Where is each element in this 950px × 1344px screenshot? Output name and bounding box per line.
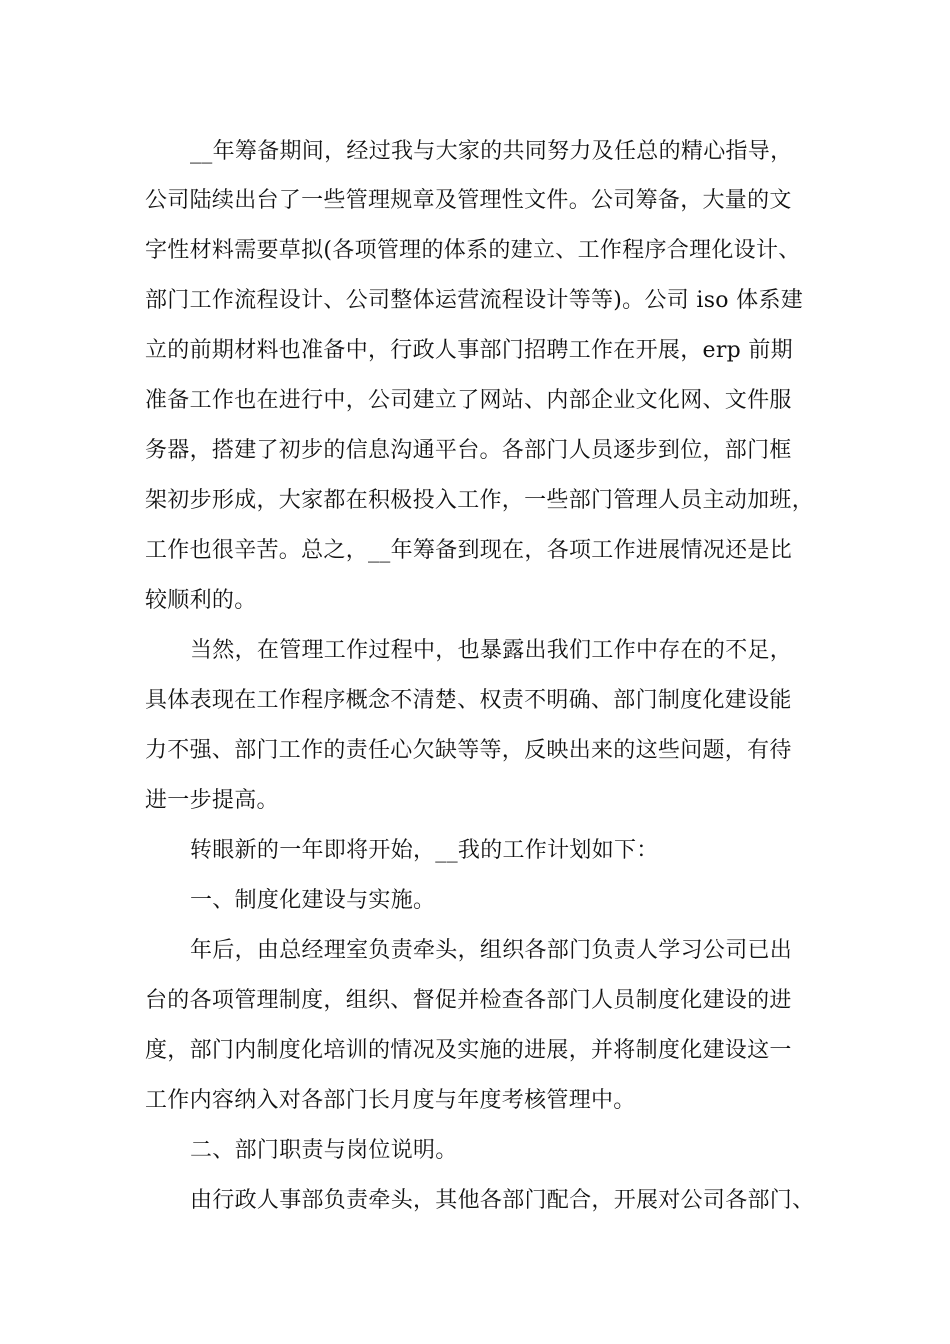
paragraph-1-line-2: 公司陆续出台了一些管理规章及管理性文件。公司筹备，大量的文 [145,188,792,213]
paragraph-4-line-2: 台的各项管理制度，组织、督促并检查各部门人员制度化建设的进 [145,988,792,1013]
paragraph-1-line-10: 较顺利的。 [145,588,257,613]
paragraph-1-line-4: 部门工作流程设计、公司整体运营流程设计等等)。公司 iso 体系建 [145,288,804,313]
paragraph-2-line-3: 力不强、部门工作的责任心欠缺等等，反映出来的这些问题，有待 [145,738,792,763]
paragraph-2-line-2: 具体表现在工作程序概念不清楚、权责不明确、部门制度化建设能 [145,688,792,713]
paragraph-3-line-1: 转眼新的一年即将开始，__我的工作计划如下： [190,838,659,863]
paragraph-4-line-3: 度，部门内制度化培训的情况及实施的进展，并将制度化建设这一 [145,1038,792,1063]
paragraph-1-line-6: 准备工作也在进行中，公司建立了网站、内部企业文化网、文件服 [145,388,792,413]
paragraph-1-line-7: 务器，搭建了初步的信息沟通平台。各部门人员逐步到位，部门框 [145,438,792,463]
paragraph-1-line-1: __年筹备期间，经过我与大家的共同努力及任总的精心指导， [190,139,793,164]
paragraph-4-line-1: 年后，由总经理室负责牵头，组织各部门负责人学习公司已出 [190,938,793,963]
paragraph-5-line-1: 由行政人事部负责牵头，其他各部门配合，开展对公司各部门、 [190,1188,815,1213]
paragraph-1-line-5: 立的前期材料也准备中，行政人事部门招聘工作在开展，erp 前期 [145,338,793,363]
section-heading-1: 一、制度化建设与实施。 [190,888,436,913]
paragraph-2-line-1: 当然，在管理工作过程中，也暴露出我们工作中存在的不足， [190,638,793,663]
paragraph-1-line-3: 字性材料需要草拟(各项管理的体系的建立、工作程序合理化设计、 [145,238,801,263]
paragraph-4-line-4: 工作内容纳入对各部门长月度与年度考核管理中。 [145,1088,636,1113]
paragraph-1-line-9: 工作也很辛苦。总之，__年筹备到现在，各项工作进展情况还是比 [145,538,793,563]
paragraph-2-line-4: 进一步提高。 [145,788,279,813]
paragraph-1-line-8: 架初步形成，大家都在积极投入工作，一些部门管理人员主动加班， [145,488,815,513]
section-heading-2: 二、部门职责与岗位说明。 [190,1138,458,1163]
